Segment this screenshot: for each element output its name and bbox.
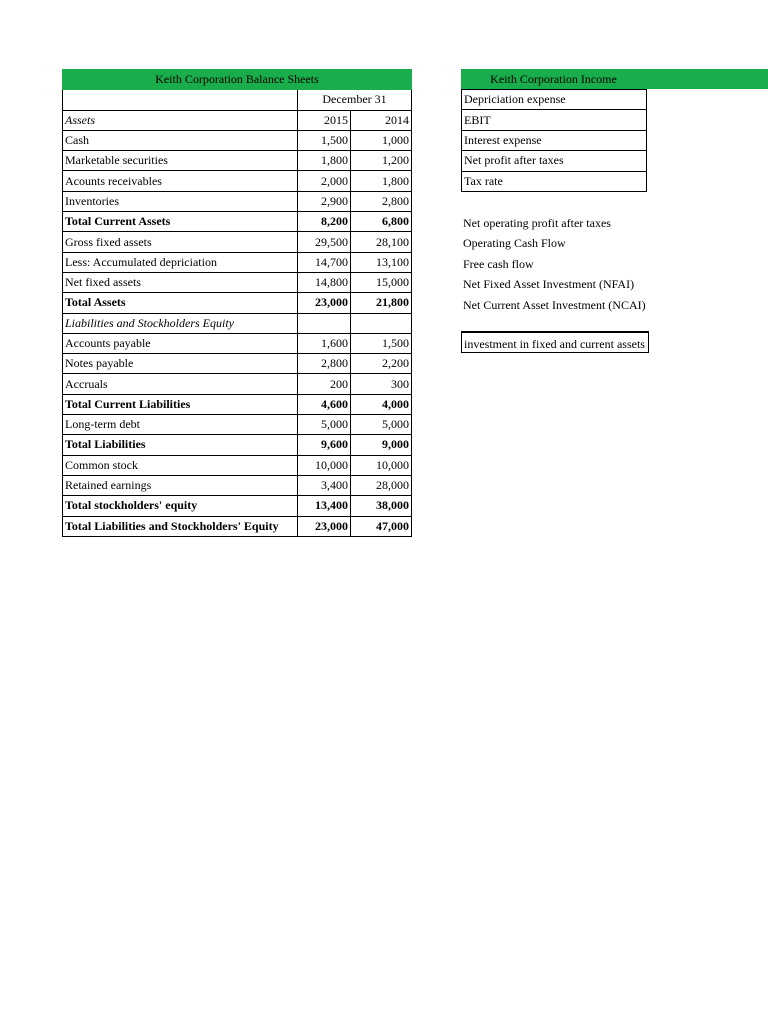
value-2014[interactable]: 21,800 [351,293,412,313]
value-2015[interactable]: 23,000 [298,293,351,313]
income-row-label[interactable]: Depriciation expense [462,90,647,110]
value-2015[interactable]: 2,800 [298,354,351,374]
table-row [63,475,412,495]
value-2014[interactable]: 38,000 [351,496,412,516]
row-label[interactable]: Less: Accumulated depriciation [63,252,298,272]
row-label[interactable]: Acounts receivables [63,171,298,191]
income-row-label[interactable]: Tax rate [462,171,647,191]
balance-sheet-title[interactable]: Keith Corporation Balance Sheets [63,70,412,90]
row-label[interactable]: Total Liabilities [63,435,298,455]
period-header-row [63,90,412,110]
table-row [63,374,412,394]
value-2015[interactable]: 14,800 [298,272,351,292]
year-header-row [63,110,412,130]
value-2015[interactable]: 29,500 [298,232,351,252]
value-2015[interactable]: 4,600 [298,394,351,414]
value-2015[interactable]: 23,000 [298,516,351,536]
table-row [63,415,412,435]
value-2014[interactable]: 1,000 [351,130,412,150]
calculation-label[interactable]: Operating Cash Flow [463,236,566,251]
table-row [63,354,412,374]
year-2014-header[interactable]: 2014 [351,110,412,130]
table-row [63,455,412,475]
calculation-label[interactable]: Free cash flow [463,256,534,271]
row-label[interactable]: Total Current Liabilities [63,394,298,414]
income-statement-title[interactable]: Keith Corporation Income [490,72,617,86]
income-row-label[interactable]: EBIT [462,110,647,130]
table-row [63,516,412,536]
value-2015[interactable]: 13,400 [298,496,351,516]
value-2014[interactable]: 6,800 [351,212,412,232]
table-row [63,293,412,313]
table-row [63,130,412,150]
value-2014[interactable]: 1,200 [351,151,412,171]
value-2015[interactable]: 2,900 [298,191,351,211]
row-label[interactable]: Total Liabilities and Stockholders' Equity [63,516,298,536]
table-row [63,496,412,516]
income-row-label[interactable]: Net profit after taxes [462,151,647,171]
income-statement-body [462,90,647,192]
table-row [63,313,412,333]
cell[interactable] [63,90,298,110]
value-2015[interactable]: 1,800 [298,151,351,171]
table-row [63,212,412,232]
year-2015-header[interactable]: 2015 [298,110,351,130]
value-2015[interactable]: 5,000 [298,415,351,435]
balance-sheet-title-row [63,70,412,90]
row-label[interactable]: Total Assets [63,293,298,313]
table-row [462,151,647,171]
value-2014[interactable]: 5,000 [351,415,412,435]
row-label[interactable]: Retained earnings [63,475,298,495]
table-row [63,333,412,353]
value-2014[interactable]: 4,000 [351,394,412,414]
total-investment-cell[interactable]: investment in fixed and current assets [461,331,649,353]
table-row [63,435,412,455]
table-row [63,272,412,292]
value-2014[interactable] [351,313,412,333]
row-label[interactable]: Cash [63,130,298,150]
value-2015[interactable]: 14,700 [298,252,351,272]
row-label[interactable]: Total stockholders' equity [63,496,298,516]
period-header[interactable]: December 31 [298,90,412,110]
table-row [462,90,647,110]
row-label[interactable]: Net fixed assets [63,272,298,292]
income-statement-table [461,89,647,192]
row-label[interactable]: Accounts payable [63,333,298,353]
table-row [462,130,647,150]
table-row [63,394,412,414]
table-row [63,232,412,252]
balance-sheet-body [63,130,412,536]
row-label[interactable]: Marketable securities [63,151,298,171]
table-row [63,252,412,272]
value-2015[interactable]: 3,400 [298,475,351,495]
value-2015[interactable]: 10,000 [298,455,351,475]
value-2014[interactable]: 2,800 [351,191,412,211]
value-2015[interactable]: 9,600 [298,435,351,455]
table-row [462,110,647,130]
table-row [63,191,412,211]
table-row [462,171,647,191]
row-label[interactable]: Notes payable [63,354,298,374]
value-2014[interactable]: 47,000 [351,516,412,536]
value-2014[interactable]: 28,100 [351,232,412,252]
value-2014[interactable]: 1,800 [351,171,412,191]
value-2014[interactable]: 2,200 [351,354,412,374]
value-2014[interactable]: 9,000 [351,435,412,455]
calculation-label[interactable]: Net operating profit after taxes [463,216,611,230]
value-2014[interactable]: 1,500 [351,333,412,353]
table-row [63,151,412,171]
income-statement-header [461,69,768,89]
value-2015[interactable]: 2,000 [298,171,351,191]
row-label[interactable]: Liabilities and Stockholders Equity [63,313,298,333]
value-2015[interactable]: 8,200 [298,212,351,232]
value-2015[interactable]: 200 [298,374,351,394]
row-label[interactable]: Common stock [63,455,298,475]
row-label[interactable]: Accruals [63,374,298,394]
value-2015[interactable] [298,313,351,333]
row-label[interactable]: Gross fixed assets [63,232,298,252]
value-2014[interactable]: 28,000 [351,475,412,495]
row-label[interactable]: Long-term debt [63,415,298,435]
value-2014[interactable]: 10,000 [351,455,412,475]
row-label[interactable]: Total Current Assets [63,212,298,232]
cash-flow-calculations [463,213,647,315]
row-label[interactable]: Inventories [63,191,298,211]
value-2014[interactable]: 13,100 [351,252,412,272]
value-2015[interactable]: 1,500 [298,130,351,150]
value-2014[interactable]: 15,000 [351,272,412,292]
balance-sheet-table [62,69,412,537]
income-row-label[interactable]: Interest expense [462,130,647,150]
calculation-label[interactable]: Net Fixed Asset Investment (NFAI) [463,277,635,292]
calculation-label[interactable]: Net Current Asset Investment (NCAI) [463,297,646,312]
value-2014[interactable]: 300 [351,374,412,394]
table-row [63,171,412,191]
value-2015[interactable]: 1,600 [298,333,351,353]
section-assets-label[interactable]: Assets [63,110,298,130]
